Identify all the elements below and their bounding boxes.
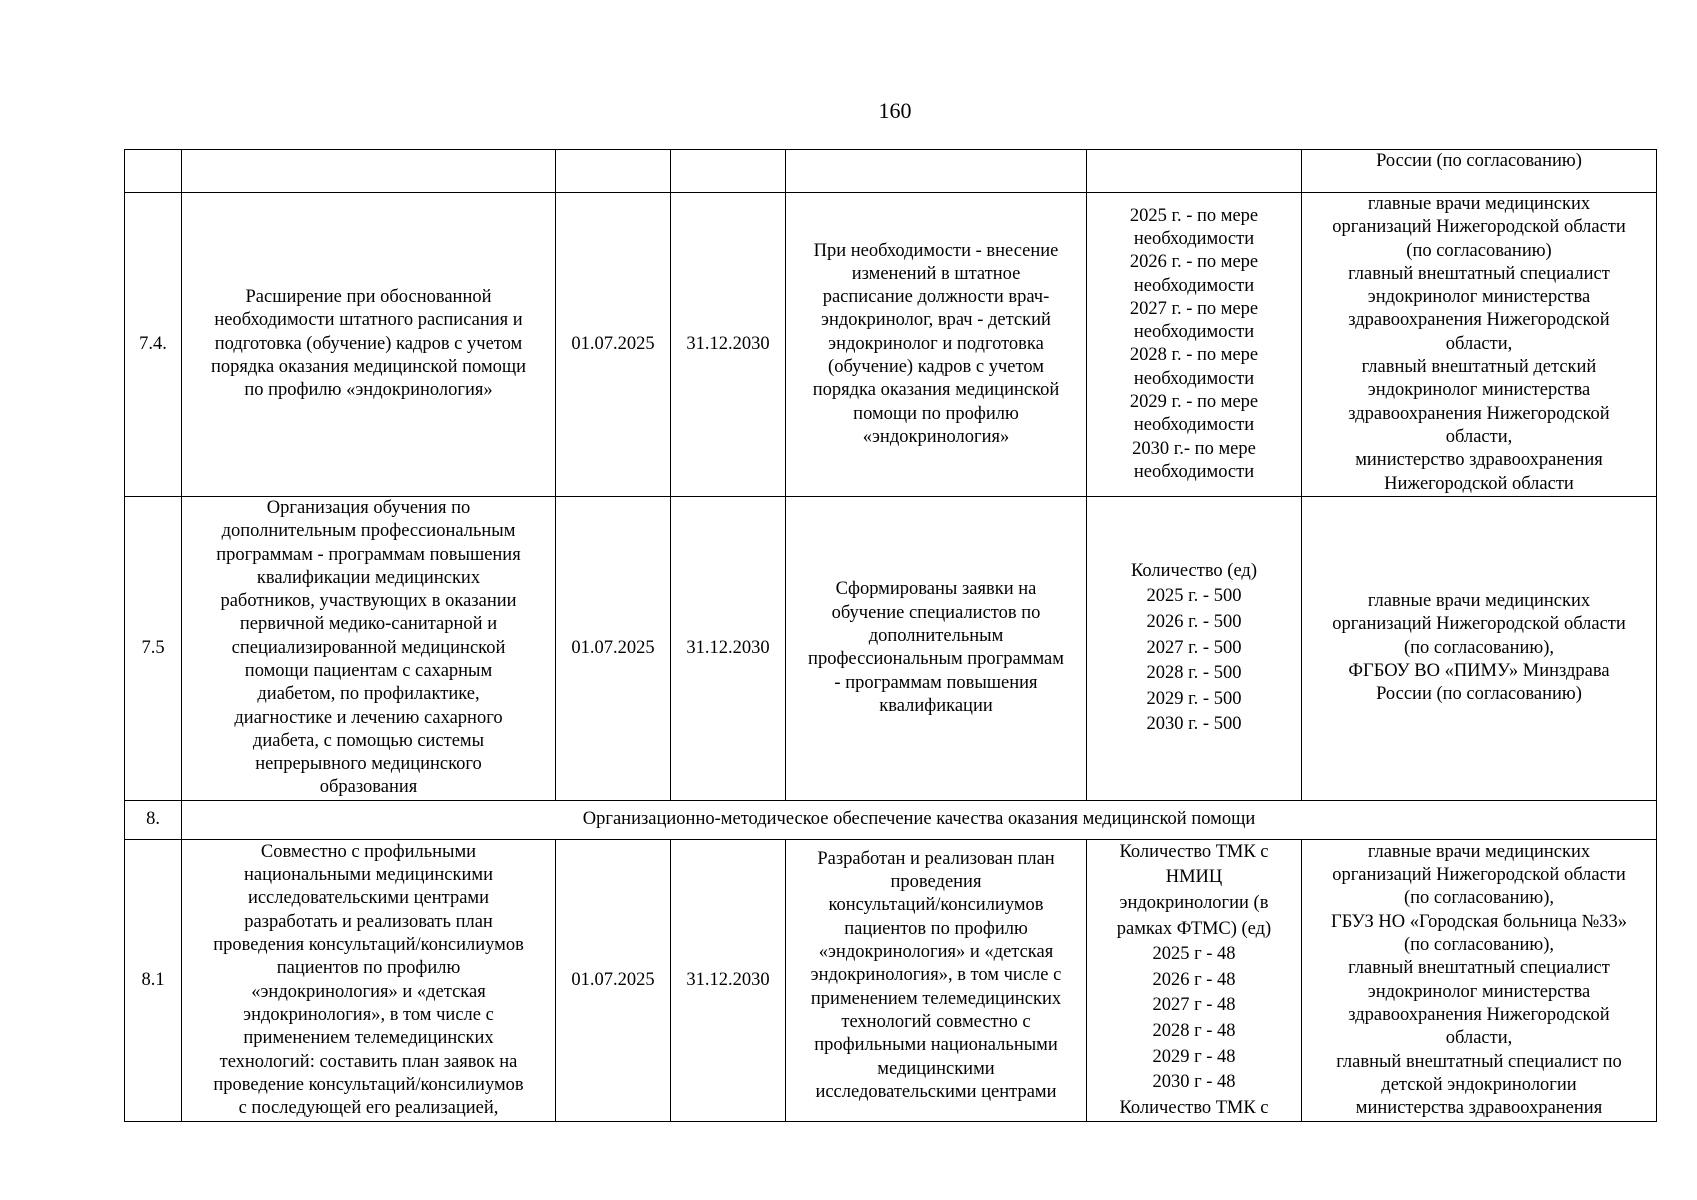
- cell-number: [125, 150, 182, 193]
- cell-start-date: 01.07.2025: [556, 193, 671, 497]
- cell-activity: Расширение при обоснованной необходимости штатного расписания и подготовка (обучение) кадров с учетом порядка оказания медицинской помощи по профилю «эндокринология»: [182, 193, 556, 497]
- cell-end-date: 31.12.2030: [671, 496, 786, 800]
- table-row: [125, 496, 1657, 800]
- cell-number: 7.4.: [125, 193, 182, 497]
- section-row: [125, 800, 1657, 839]
- cell-activity: Организация обучения по дополнительным профессиональным программам - программам повышения квалификации медицинских работников, участвующих в оказании первичной медико-санитарной и специализированной медицинской помощи пациентам с сахарным диабетом, по профилактике, диагностике и лечению сахарного диабета, с помощью системы непрерывного медицинского образования: [182, 496, 556, 800]
- cell-indicator: Количество ТМК с НМИЦ эндокринологии (в рамках ФТМС) (ед) 2025 г - 48 2026 г - 48 2027 г - 48 2028 г - 48 2029 г - 48 2030 г - 48 Количество ТМК с: [1087, 839, 1302, 1122]
- cell-indicator: Количество (ед) 2025 г. - 500 2026 г. - 500 2027 г. - 500 2028 г. - 500 2029 г. - 500 2030 г. - 500: [1087, 496, 1302, 800]
- cell-responsible: России (по согласованию): [1302, 150, 1657, 193]
- cell-indicator: 2025 г. - по мере необходимости 2026 г. - по мере необходимости 2027 г. - по мере необходимости 2028 г. - по мере необходимости 2029 г. - по мере необходимости 2030 г.- по мере необходимости: [1087, 193, 1302, 497]
- cell-start-date: 01.07.2025: [556, 839, 671, 1122]
- activity-plan-table: [124, 149, 1657, 1122]
- cell-result: [786, 150, 1087, 193]
- section-title: Организационно-методическое обеспечение качества оказания медицинской помощи: [182, 800, 1657, 839]
- cell-responsible: главные врачи медицинских организаций Нижегородской области (по согласованию) главный внештатный специалист эндокринолог министерства здравоохранения Нижегородской области, главный внештатный детский эндокринолог министерства здравоохранения Нижегородской области, министерство здравоохранения Нижегородской области: [1302, 193, 1657, 497]
- cell-end-date: 31.12.2030: [671, 193, 786, 497]
- cell-result: При необходимости - внесение изменений в штатное расписание должности врач- эндокринолог, врач - детский эндокринолог и подготовка (обучение) кадров с учетом порядка оказания медицинской помощи по профилю «эндокринология»: [786, 193, 1087, 497]
- cell-number: 7.5: [125, 496, 182, 800]
- cell-result: Разработан и реализован план проведения консультаций/консилиумов пациентов по профилю «эндокринология» и «детская эндокринология», в том числе с применением телемедицинских технологий совместно с профильными национальными медицинскими исследовательскими центрами: [786, 839, 1087, 1122]
- table-row: [125, 839, 1657, 1122]
- cell-responsible: главные врачи медицинских организаций Нижегородской области (по согласованию), ГБУЗ НО «Городская больница №33» (по согласованию), главный внештатный специалист эндокринолог министерства здравоохранения Нижегородской области, главный внештатный специалист по детской эндокринологии министерства здравоохранения: [1302, 839, 1657, 1122]
- cell-activity: Совместно с профильными национальными медицинскими исследовательскими центрами разработать и реализовать план проведения консультаций/консилиумов пациентов по профилю «эндокринология» и «детская эндокринология», в том числе с применением телемедицинских технологий: составить план заявок на проведение консультаций/консилиумов с последующей его реализацией,: [182, 839, 556, 1122]
- cell-responsible: главные врачи медицинских организаций Нижегородской области (по согласованию), ФГБОУ ВО «ПИМУ» Минздрава России (по согласованию): [1302, 496, 1657, 800]
- cell-activity: [182, 150, 556, 193]
- table-row: [125, 193, 1657, 497]
- page-number: 160: [878, 98, 912, 123]
- cell-start-date: 01.07.2025: [556, 496, 671, 800]
- cell-indicator: [1087, 150, 1302, 193]
- cell-number: 8.: [125, 800, 182, 839]
- cell-end-date: [671, 150, 786, 193]
- cell-number: 8.1: [125, 839, 182, 1122]
- table-row: [125, 150, 1657, 193]
- cell-result: Сформированы заявки на обучение специалистов по дополнительным профессиональным программам - программам повышения квалификации: [786, 496, 1087, 800]
- cell-start-date: [556, 150, 671, 193]
- cell-end-date: 31.12.2030: [671, 839, 786, 1122]
